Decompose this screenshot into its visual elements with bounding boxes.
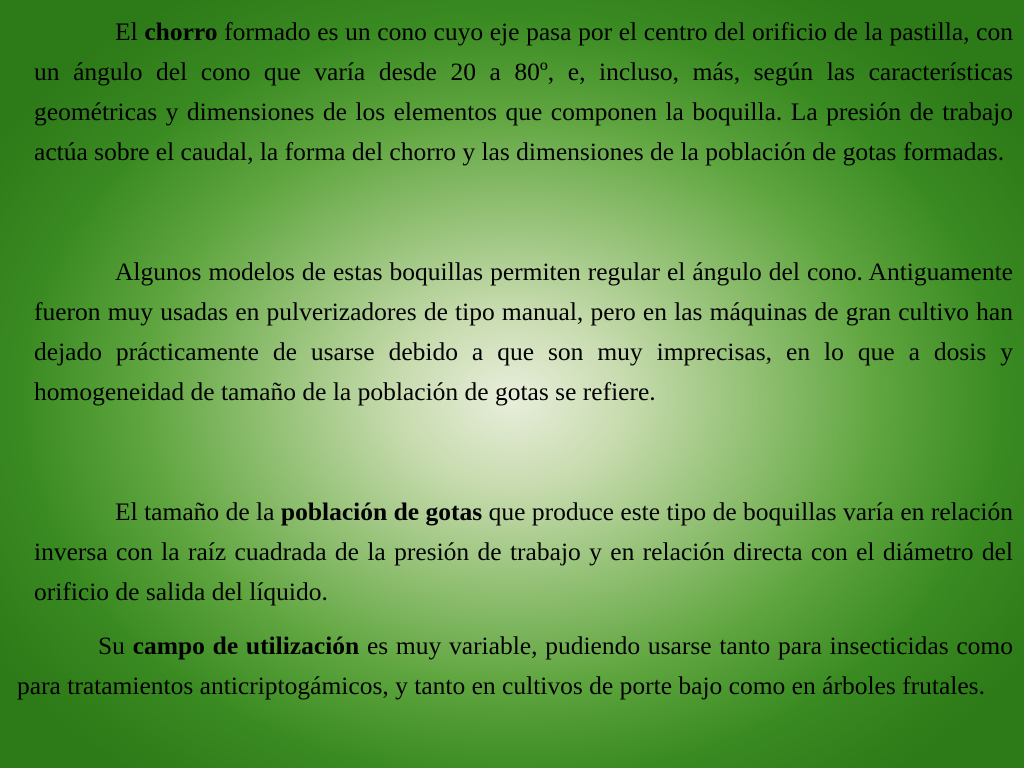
paragraph-tamano-pre: El tamaño de la [115, 497, 281, 526]
paragraph-chorro-pre: El [115, 17, 145, 46]
paragraph-chorro [34, 12, 1013, 172]
paragraph-tamano-post: que produce este tipo de boquillas varía en relación inversa con la raíz cuadrada de la presión de trabajo y en relación directa con el diámetro del orificio de salida del líquido. [34, 497, 1013, 606]
paragraph-modelos [34, 252, 1013, 412]
paragraph-campo-pre: Su [98, 631, 133, 660]
term-poblacion-de-gotas: población de gotas [280, 497, 483, 526]
paragraph-tamano [34, 492, 1013, 612]
paragraph-chorro-post: formado es un cono cuyo eje pasa por el centro del orificio de la pastilla, con un ángulo del cono que varía desde 20 a 80º, e, incluso, más, según las características geométricas y dimensiones de los elementos que componen la boquilla. La presión de trabajo actúa sobre el caudal, la forma del chorro y las dimensiones de la población de gotas formadas. [34, 17, 1013, 166]
paragraph-campo-post: es muy variable, pudiendo usarse tanto para insecticidas como para tratamientos anticriptogámicos, y tanto en cultivos de porte bajo como en árboles frutales. [17, 631, 1013, 700]
term-campo-de-utilizacion: campo de utilización [132, 631, 360, 660]
paragraph-campo [17, 626, 1013, 706]
term-chorro: chorro [144, 17, 218, 46]
paragraph-modelos-text: Algunos modelos de estas boquillas permiten regular el ángulo del cono. Antiguamente fueron muy usadas en pulverizadores de tipo manual, pero en las máquinas de gran cultivo han dejado prácticamente de usarse debido a que son muy imprecisas, en lo que a dosis y homogeneidad de tamaño de la población de gotas se refiere. [34, 257, 1013, 406]
